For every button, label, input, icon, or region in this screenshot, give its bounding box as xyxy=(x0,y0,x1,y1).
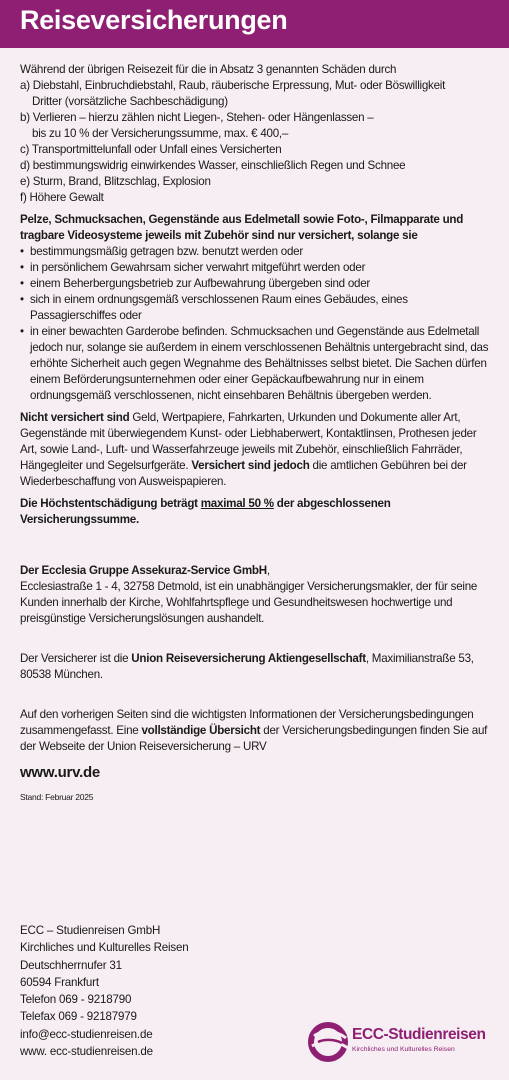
ecclesia-paragraph: Der Ecclesia Gruppe Assekuraz-Service GmbH, Ecclesiastraße 1 - 4, 32758 Detmold, ist ein unabhängiger Versicherungsmakler, der für seine Kunden innerhalb der Kirche, Wohlfahrtspflege und Gesundheitswesen hochwertige und preisgünstige Versicherungslösungen aushandelt. xyxy=(20,564,478,625)
damage-item: e) Sturm, Brand, Blitzschlag, Explosion xyxy=(20,175,211,188)
logo-name: ECC-Studienreisen xyxy=(352,1026,486,1043)
condition-item: • in einer bewachten Garderobe befinden. Schmucksachen und Gegenstände aus Edelmetall jedoch nur, solange sie außerdem in einem verschlossenen Behältnis untergebracht sind, das erhöhte Sicherheit auch gegen Wegnahme des Behältnisses selbst bietet. Die Sachen dürfen einem Beförderungsunternehmen oder einer Gepäckaufbewahrung nur in einem ordnungsgemäß verschlossenen, nicht einsehbaren Behältnis übergeben werden. xyxy=(20,325,489,402)
not-insured-paragraph: Nicht versichert sind Geld, Wertpapiere, Fahrkarten, Urkunden und Dokumente aller Art, Gegenstände mit überwiegendem Kunst- oder Liebhaberwert, Kontaktlinsen, Prothesen jeder Art, sowie Land-, Luft- und Wasserfahrzeuge jeweils mit Zubehör, einschließlich Fahrräder, Hängegleiter und Segelsurfgeräte. Versichert sind jedoch die amtlichen Gebühren bei der Wiederbeschaffung von Ausweispapieren. xyxy=(20,411,477,488)
condition-item: • sich in einem ordnungsgemäß verschlossenen Raum eines Gebäudes, eines Passagierschiffes oder xyxy=(20,293,408,322)
condition-item: • in persönlichem Gewahrsam sicher verwahrt mitgeführt werden oder xyxy=(20,261,366,274)
intro-text: Während der übrigen Reisezeit für die in Absatz 3 genannten Schäden durch xyxy=(20,63,397,76)
condition-item: • einem Beherbergungsbetrieb zur Aufbewahrung übergeben sind oder xyxy=(20,277,371,290)
bullet-icon: • xyxy=(20,325,24,338)
footer-address xyxy=(20,922,300,1060)
page-header xyxy=(0,0,509,48)
ecc-logo xyxy=(308,1022,498,1062)
condition-item: • bestimmungsmäßig getragen bzw. benutzt werden oder xyxy=(20,245,303,258)
web-link[interactable]: www. ecc-studienreisen.de xyxy=(20,1045,153,1059)
valuables-heading: Pelze, Schmucksachen, Gegenstände aus Edelmetall sowie Foto-, Filmapparate und tragbare Videosysteme jeweils mit Zubehör sind nur versichert, solange sie xyxy=(20,213,464,242)
bullet-icon: • xyxy=(20,245,24,258)
company-name: ECC – Studienreisen GmbH xyxy=(20,924,161,937)
condition-list xyxy=(20,244,490,404)
city-address: 60594 Frankfurt xyxy=(20,975,99,989)
website-link[interactable]: www.urv.de xyxy=(20,764,101,781)
email-link[interactable]: info@ecc-studienreisen.de xyxy=(20,1027,153,1041)
damage-list xyxy=(20,78,490,206)
company-tagline: Kirchliches und Kulturelles Reisen xyxy=(20,941,189,955)
bullet-icon: • xyxy=(20,277,24,290)
damage-item: a) Diebstahl, Einbruchdiebstahl, Raub, räuberische Erpressung, Mut- oder Böswilligkeit Dritter (vorsätzliche Sachbeschädigung) xyxy=(20,79,446,108)
fax-number: Telefax 069 - 92187979 xyxy=(20,1010,137,1024)
damage-item: d) bestimmungswidrig einwirkendes Wasser, einschließlich Regen und Schnee xyxy=(20,159,406,172)
main-content xyxy=(20,62,490,805)
insurer-paragraph: Der Versicherer ist die Union Reiseversicherung Aktiengesellschaft, Maximilianstraße 53, 80538 München. xyxy=(20,652,474,681)
street-address: Deutschherrnufer 31 xyxy=(20,958,122,972)
bullet-icon: • xyxy=(20,261,24,274)
damage-item: f) Höhere Gewalt xyxy=(20,191,104,204)
ecc-logo-mark-icon xyxy=(308,1022,350,1062)
bullet-icon: • xyxy=(20,293,24,306)
overview-paragraph: Auf den vorherigen Seiten sind die wichtigsten Informationen der Versicherungsbedingungen zusammengefasst. Eine vollständige Übersicht der Versicherungsbedingungen finden Sie auf der Webseite der Union Reiseversicherung – URV xyxy=(20,708,488,753)
stand-date: Stand: Februar 2025 xyxy=(20,792,94,802)
damage-item: b) Verlieren – hierzu zählen nicht Liegen-, Stehen- oder Hängenlassen – bis zu 10 % der Versicherungssumme, max. € 400,– xyxy=(20,111,374,140)
max-compensation-paragraph: Die Höchstentschädigung beträgt maximal 50 % der abgeschlossenen Versicherungssumme. xyxy=(20,497,391,526)
page-title: Reiseversicherungen xyxy=(20,5,288,35)
damage-item: c) Transportmittelunfall oder Unfall eines Versicherten xyxy=(20,143,282,156)
phone-number: Telefon 069 - 9218790 xyxy=(20,993,132,1007)
logo-tagline: Kirchliches und Kulturelles Reisen xyxy=(352,1046,455,1053)
